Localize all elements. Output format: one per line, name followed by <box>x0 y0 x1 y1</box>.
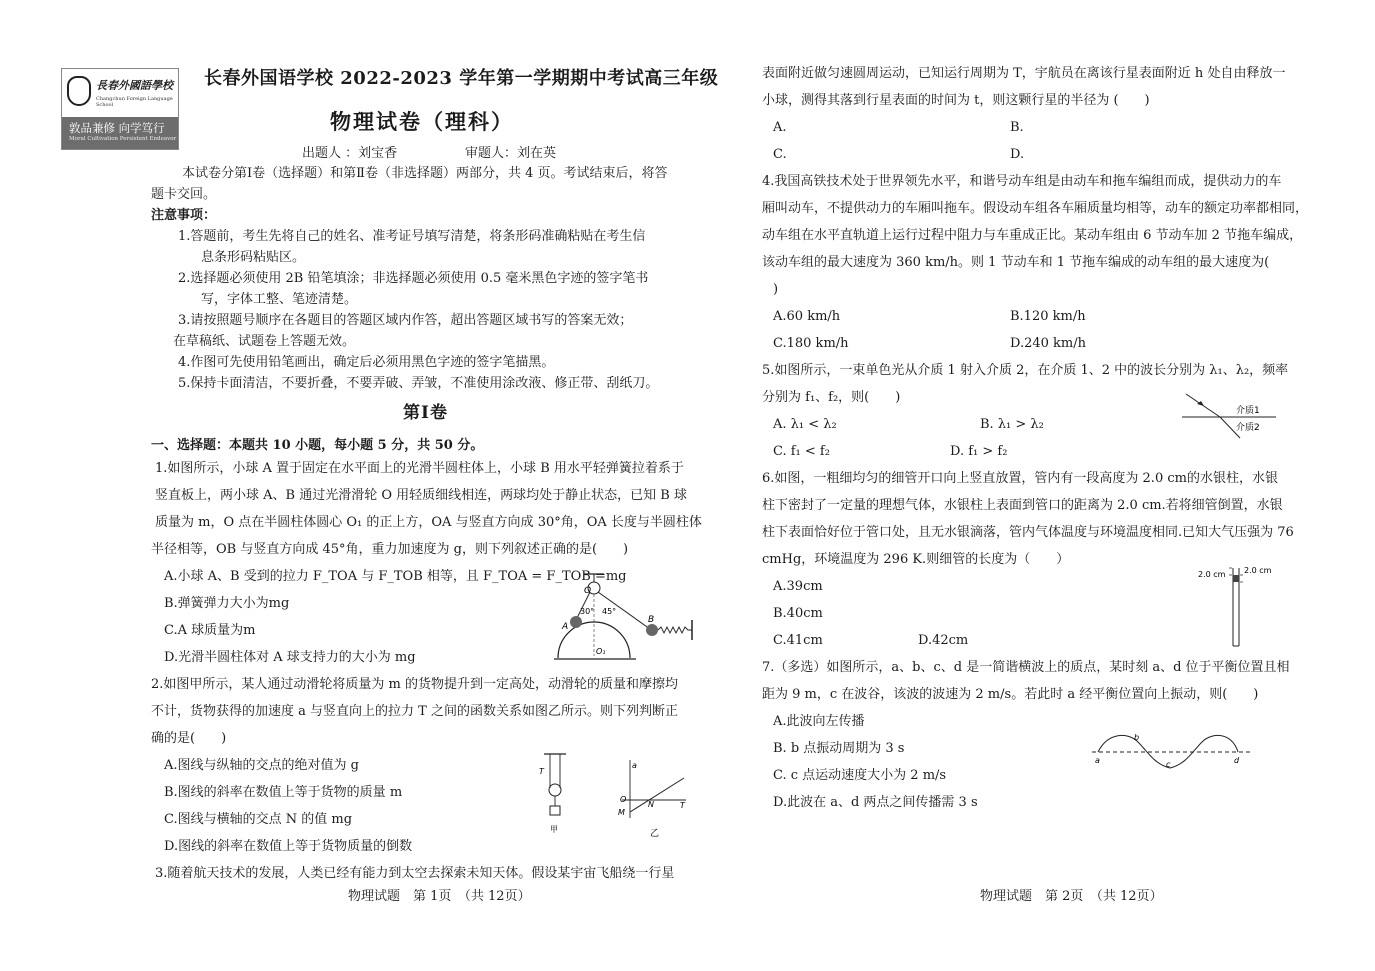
q2-stem: 2.如图甲所示，某人通过动滑轮将质量为 m 的货物提升到一定高处，动滑轮的质量和摩擦均 <box>151 677 678 692</box>
q7-stem: 7.（多选）如图所示，a、b、c、d 是一简谐横波上的质点，某时刻 a、d 位于平衡位置且相 <box>762 660 1290 675</box>
note-item: 4.作图可先使用铅笔画出，确定后必须用黑色字迹的签字笔描黑。 <box>178 355 555 370</box>
q1-spring <box>658 627 692 633</box>
q3-option-a: A. <box>773 120 787 135</box>
q1-stem: 1.如图所示，小球 A 置于固定在水平面上的光滑半圆柱体上，小球 B 用水平轻弹簧拉着系于 <box>155 461 684 476</box>
note-item: 3.请按照题号顺序在各题目的答题区域内作答，超出答题区域书写的答案无效； <box>178 313 633 328</box>
school-seal-icon <box>67 76 91 106</box>
q2-label-t: T <box>539 767 544 776</box>
q6-stem: 柱下密封了一定量的理想气体，水银柱上表面到管口的距离为 2.0 cm.若将细管倒置，水银 <box>762 498 1283 513</box>
logo-school-name-en: Changchun Foreign Language School <box>96 96 173 108</box>
q5-option-c: C. f₁ < f₂ <box>773 444 830 459</box>
exam-title: 长春外国语学校 2022-2023 学年第一学期期中考试高三年级 <box>204 68 719 89</box>
q7-label-b: b <box>1134 733 1140 742</box>
logo-school-name: 長春外國語學校 <box>96 79 173 92</box>
logo-motto: 敦品兼修 向学笃行 <box>69 121 165 135</box>
q7-option-c: C. c 点运动速度大小为 2 m/s <box>773 768 947 783</box>
q6-stem: 6.如图，一粗细均匀的细管开口向上竖直放置，管内有一段高度为 2.0 cm的水银柱，水银 <box>762 471 1278 486</box>
note-item: 2.选择题必须使用 2B 铅笔填涂；非选择题必须使用 0.5 毫米黑色字迹的签字笔书 <box>178 271 649 286</box>
q2-label-t-axis: T <box>680 801 685 810</box>
q2-figure-yi <box>612 756 692 840</box>
q3-stem: 小球，测得其落到行星表面的时间为 t，则这颗行星的半径为 ( ) <box>762 93 1150 108</box>
q7-label-c: c <box>1166 760 1171 769</box>
q3-stem: 3.随着航天技术的发展，人类已经有能力到太空去探索未知天体。假设某宇宙飞船绕一行星 <box>155 866 675 881</box>
q6-option-a: A.39cm <box>773 579 823 594</box>
q2-option-c: C.图线与横轴的交点 N 的值 mg <box>164 812 353 827</box>
q2-cargo <box>550 806 560 815</box>
section-title: 一、选择题：本题共 10 小题，每小题 5 分，共 50 分。 <box>151 438 484 453</box>
q5-option-d: D. f₁ > f₂ <box>950 444 1008 459</box>
q6-stem: 柱下表面恰好位于管口处，且无水银滴落，管内气体温度与环境温度相同.已知大气压强为 76 <box>762 525 1294 540</box>
footer-left: 物理试题 第 1页 （共 12页） <box>348 889 531 904</box>
q1-ball-a <box>570 616 582 628</box>
q2-pulley <box>549 784 561 796</box>
school-logo <box>61 68 179 150</box>
note-item: 写，字体工整、笔迹清楚。 <box>201 292 358 307</box>
q1-label-b: B <box>648 615 655 625</box>
q7-option-a: A.此波向左传播 <box>773 714 865 729</box>
q3-option-c: C. <box>773 147 787 162</box>
q4-stem: 动车组在水平直轨道上运行过程中阻力与车重成正比。某动车组由 6 节动车加 2 节拖车编成， <box>762 228 1303 243</box>
q6-option-d: D.42cm <box>918 633 969 648</box>
q3-option-d: D. <box>1010 147 1025 162</box>
q7-option-b: B. b 点振动周期为 3 s <box>773 741 905 756</box>
q1-figure <box>552 572 702 664</box>
q1-option-d: D.光滑半圆柱体对 A 球支持力的大小为 mg <box>164 650 416 665</box>
q7-option-d: D.此波在 a、d 两点之间传播需 3 s <box>773 795 978 810</box>
q1-stem: 半径相等，OB 与竖直方向成 45°角，重力加速度为 g，则下列叙述正确的是( ) <box>151 542 629 557</box>
q4-stem: 厢叫动车，不提供动力的车厢叫拖车。假设动车组各车厢质量均相等，动车的额定功率都相同， <box>762 201 1309 216</box>
q7-label-d: d <box>1234 756 1240 765</box>
q4-option-c: C.180 km/h <box>773 336 849 351</box>
q3-stem: 表面附近做匀速圆周运动，已知运行周期为 T，宇航员在离该行星表面附近 h 处自由释放一 <box>762 66 1286 81</box>
q1-label-o1: O₁ <box>596 647 606 656</box>
q6-option-c: C.41cm <box>773 633 823 648</box>
q2-label-yi: 乙 <box>650 829 660 839</box>
volume-title: 第Ⅰ卷 <box>403 403 448 423</box>
q5-label-medium-1: 介质1 <box>1236 406 1260 416</box>
q5-stem: 分别为 f₁、f₂，则( ) <box>762 390 901 405</box>
reviewer-line: 审题人：刘在英 <box>465 146 557 161</box>
q5-option-b: B. λ₁ > λ₂ <box>980 417 1044 432</box>
note-item: 息条形码粘贴区。 <box>201 250 306 265</box>
intro-line-2: 题卡交回。 <box>151 187 217 202</box>
q4-stem: ) <box>773 282 779 297</box>
q1-option-c: C.A 球质量为m <box>164 623 256 638</box>
q7-figure <box>1090 728 1254 772</box>
q2-graph-line <box>630 778 684 812</box>
note-item: 5.保持卡面清洁，不要折叠，不要弄破、弄皱，不准使用涂改液、修正带、刮纸刀。 <box>178 376 659 391</box>
q6-mercury-column <box>1233 575 1239 582</box>
q2-figure-jia <box>536 752 576 836</box>
q1-label-30: 30° <box>580 607 595 616</box>
q6-label-left: 2.0 cm <box>1198 570 1226 579</box>
q4-stem: 4.我国高铁技术处于世界领先水平，和谐号动车组是由动车和拖车编组而成，提供动力的车 <box>762 174 1282 189</box>
q7-label-a: a <box>1095 756 1100 765</box>
q5-label-medium-2: 介质2 <box>1236 423 1260 433</box>
q6-figure <box>1196 562 1278 650</box>
subject-title: 物理试卷（理科） <box>330 109 514 134</box>
footer-right: 物理试题 第 2页 （共 12页） <box>980 889 1163 904</box>
q6-stem: cmHg，环境温度为 296 K.则细管的长度为（ ） <box>762 552 1070 567</box>
note-item: 在草稿纸、试题卷上答题无效。 <box>173 334 356 349</box>
q1-stem: 竖直板上，两小球 A、B 通过光滑滑轮 O 用轻质细线相连，两球均处于静止状态，已知 B 球 <box>155 488 687 503</box>
q1-stem: 质量为 m，O 点在半圆柱体圆心 O₁ 的正上方，OA 与竖直方向成 30°角，OA 长度与半圆柱体 <box>155 515 702 530</box>
q3-option-b: B. <box>1010 120 1024 135</box>
q6-option-b: B.40cm <box>773 606 823 621</box>
q2-label-n: N <box>648 800 654 809</box>
q2-label-o: O <box>620 795 627 804</box>
q2-label-m: M <box>618 808 625 817</box>
q1-ball-b <box>646 624 658 636</box>
q2-option-a: A.图线与纵轴的交点的绝对值为 g <box>164 758 359 773</box>
logo-motto-en: Moral Cultivation Persistent Endeavor <box>69 136 177 142</box>
q2-label-jia: 甲 <box>550 825 558 834</box>
q2-stem: 不计，货物获得的加速度 a 与竖直向上的拉力 T 之间的函数关系如图乙所示。则下列判断正 <box>151 704 678 719</box>
q2-label-a: a <box>632 761 637 770</box>
q5-figure <box>1180 392 1280 440</box>
q1-label-a: A <box>562 622 569 632</box>
q2-option-b: B.图线的斜率在数值上等于货物的质量 m <box>164 785 403 800</box>
q4-option-a: A.60 km/h <box>773 309 841 324</box>
q2-option-d: D.图线的斜率在数值上等于货物质量的倒数 <box>164 839 413 854</box>
intro-line-1: 本试卷分第Ⅰ卷（选择题）和第Ⅱ卷（非选择题）两部分，共 4 页。考试结束后，将答 <box>182 166 668 181</box>
q1-option-a: A.小球 A、B 受到的拉力 F_TOA 与 F_TOB 相等，且 F_TOA = F_TOB =mg <box>164 569 627 584</box>
q4-option-d: D.240 km/h <box>1010 336 1086 351</box>
q1-label-o: O <box>584 586 592 596</box>
q5-option-a: A. λ₁ < λ₂ <box>773 417 837 432</box>
q6-label-right: 2.0 cm <box>1244 566 1272 575</box>
note-item: 1.答题前，考生先将自己的姓名、准考证号填写清楚，将条形码准确粘贴在考生信 <box>178 229 646 244</box>
author-line: 出题人 ：刘宝香 <box>302 146 398 161</box>
q1-option-b: B.弹簧弹力大小为mg <box>164 596 290 611</box>
q5-stem: 5.如图所示，一束单色光从介质 1 射入介质 2，在介质 1、2 中的波长分别为 λ₁、λ₂，频率 <box>762 363 1289 378</box>
q1-label-45: 45° <box>602 607 617 616</box>
q4-option-b: B.120 km/h <box>1010 309 1086 324</box>
q7-stem: 距为 9 m，c 在波谷，该波的波速为 2 m/s。若此时 a 经平衡位置向上振动，则( ) <box>762 687 1259 702</box>
q4-stem: 该动车组的最大速度为 360 km/h。则 1 节动车和 1 节拖车编成的动车组的最大速度为( <box>762 255 1270 270</box>
notice-title: 注意事项： <box>151 208 217 223</box>
q2-stem: 确的是( ) <box>151 731 227 746</box>
